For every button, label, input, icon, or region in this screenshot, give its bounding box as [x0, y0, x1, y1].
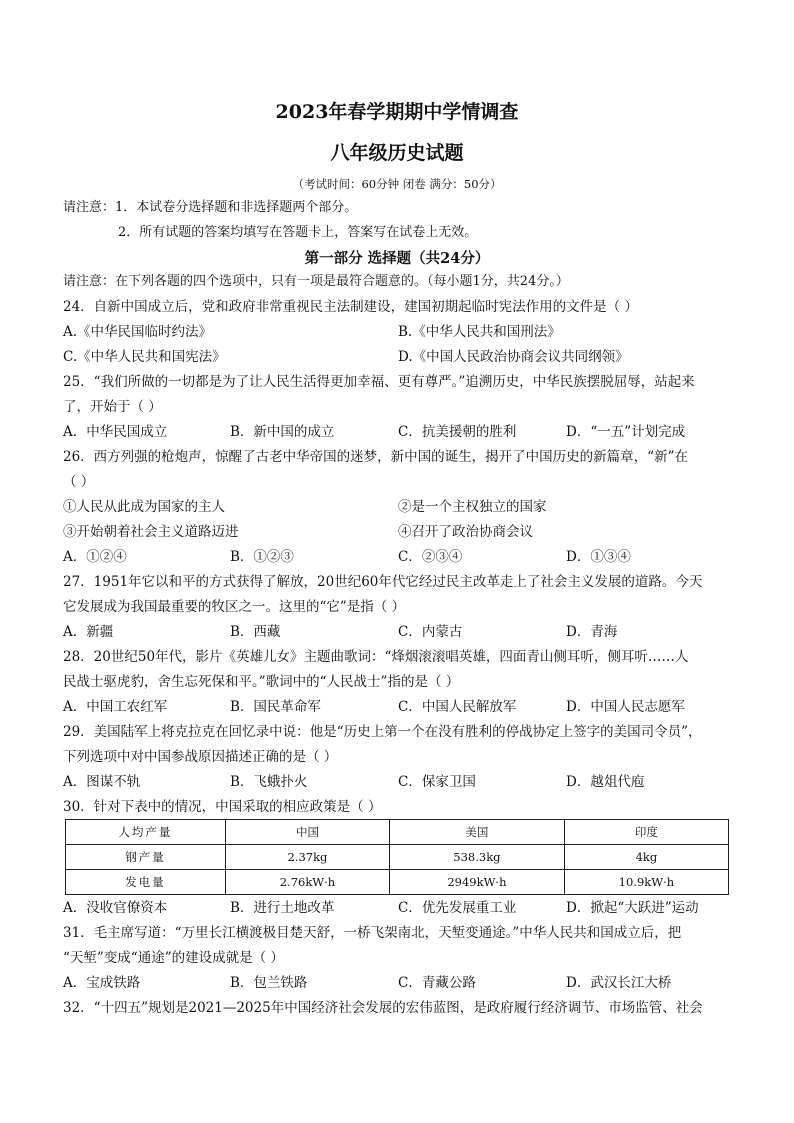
question-29-stem-line-2: 下列选项中对中国参战原因描述正确的是（ ） [63, 749, 338, 765]
table-cell: 2949kW·h [390, 870, 565, 895]
table-cell: 发电量 [66, 870, 226, 895]
question-30-option-d: D．掀起“大跃进”运动 [566, 900, 699, 916]
table-header-cell: 人均产量 [66, 820, 226, 845]
question-31-option-c: C．青藏公路 [398, 975, 476, 991]
question-26-statement-4: ④召开了政治协商会议 [398, 524, 533, 540]
table-row [66, 845, 729, 870]
table-cell: 钢产量 [66, 845, 226, 870]
question-30-option-a: A．没收官僚资本 [63, 900, 168, 916]
question-26-statement-3: ③开始朝着社会主义道路迈进 [63, 524, 239, 540]
question-27-option-d: D．青海 [566, 624, 618, 640]
question-29-stem-line-1: 29．美国陆军上将克拉克在回忆录中说：他是“历史上第一个在没有胜利的停战协定上签字的美国司令员”， [63, 724, 702, 740]
table-header-cell: 美国 [390, 820, 565, 845]
question-25-stem-line-2: 了，开始于（ ） [63, 399, 162, 415]
question-26-stem-line-1: 26．西方列强的枪炮声，惊醒了古老中华帝国的迷梦，新中国的诞生，揭开了中国历史的新篇章，“新”在 [63, 449, 688, 465]
table-cell: 4kg [564, 845, 728, 870]
table-cell: 538.3kg [390, 845, 565, 870]
question-26-statement-1: ①人民从此成为国家的主人 [63, 499, 225, 515]
exam-subtitle: 八年级历史试题 [330, 142, 464, 164]
question-24-option-a: A.《中华民国临时约法》 [63, 324, 213, 340]
question-27-stem-line-2: 它发展成为我国最重要的牧区之一。这里的“它”是指（ ） [63, 599, 406, 615]
question-30-table [65, 819, 729, 895]
question-31-option-b: B．包兰铁路 [230, 975, 308, 991]
question-25-option-a: A．中华民国成立 [63, 424, 168, 440]
question-29-option-c: C．保家卫国 [398, 774, 476, 790]
question-31-option-a: A．宝成铁路 [63, 975, 141, 991]
question-28-stem-line-2: 民战士驱虎豹，舍生忘死保和平。”歌词中的“人民战士”指的是（ ） [63, 674, 460, 690]
question-31-stem-line-2: “天堑”变成“通途”的建设成就是（ ） [63, 950, 284, 966]
question-27-stem-line-1: 27．1951年它以和平的方式获得了解放，20世纪60年代它经过民主改革走上了社会主义发展的道路。今天 [63, 574, 703, 590]
question-31-stem-line-1: 31．毛主席写道：“万里长江横渡极目楚天舒，一桥飞架南北，天堑变通途。”中华人民共和国成立后，把 [63, 925, 682, 941]
question-24-stem: 24．自新中国成立后，党和政府非常重视民主法制建设，建国初期起临时宪法作用的文件是（ ） [63, 299, 638, 315]
question-28-stem-line-1: 28．20世纪50年代，影片《英雄儿女》主题曲歌词：“烽烟滚滚唱英雄，四面青山侧耳听，侧耳听……人 [63, 649, 689, 665]
question-30-option-b: B．进行土地改革 [230, 900, 335, 916]
question-28-option-b: B．国民革命军 [230, 699, 321, 715]
table-header-row [66, 820, 729, 845]
question-25-option-b: B．新中国的成立 [230, 424, 335, 440]
question-25-stem-line-1: 25．“我们所做的一切都是为了让人民生活得更加幸福、更有尊严。”追溯历史，中华民族摆脱屈辱，站起来 [63, 374, 695, 390]
question-32-stem-line-1: 32．“十四五”规划是2021—2025年中国经济社会发展的宏伟蓝图，是政府履行经济调节、市场监管、社会 [63, 1000, 703, 1016]
question-29-option-b: B．飞蛾扑火 [230, 774, 308, 790]
question-31-option-d: D．武汉长江大桥 [566, 975, 672, 991]
question-25-option-d: D．“一五”计划完成 [566, 424, 686, 440]
question-24-option-b: B.《中华人民共和国刑法》 [398, 324, 561, 340]
question-28-option-a: A．中国工农红军 [63, 699, 168, 715]
table-header-cell: 中国 [225, 820, 389, 845]
exam-info: （考试时间：60分钟 闭卷 满分：50分） [292, 177, 502, 191]
notice-line-1: 请注意：1．本试卷分选择题和非选择题两个部分。 [63, 200, 358, 215]
table-header-cell: 印度 [564, 820, 728, 845]
question-28-option-d: D．中国人民志愿军 [566, 699, 685, 715]
question-26-option-c: C．②③④ [398, 549, 463, 565]
notice-line-2: 2．所有试题的答案均填写在答题卡上，答案写在试卷上无效。 [118, 225, 478, 240]
section-title: 第一部分 选择题（共24分） [304, 250, 490, 267]
table-row [66, 870, 729, 895]
question-24-option-c: C.《中华人民共和国宪法》 [63, 349, 226, 365]
question-27-option-a: A．新疆 [63, 624, 114, 640]
question-30-stem: 30．针对下表中的情况，中国采取的相应政策是（ ） [63, 799, 382, 815]
question-26-stem-line-2: （ ） [63, 474, 95, 490]
question-28-option-c: C．中国人民解放军 [398, 699, 517, 715]
table-cell: 2.76kW·h [225, 870, 389, 895]
exam-title: 2023年春学期期中学情调查 [275, 101, 519, 123]
question-27-option-c: C．内蒙古 [398, 624, 463, 640]
question-24-option-d: D.《中国人民政治协商会议共同纲领》 [398, 349, 629, 365]
question-25-option-c: C．抗美援朝的胜利 [398, 424, 517, 440]
question-27-option-b: B．西藏 [230, 624, 281, 640]
table-cell: 10.9kW·h [564, 870, 728, 895]
question-26-statement-2: ②是一个主权独立的国家 [398, 499, 547, 515]
table-cell: 2.37kg [225, 845, 389, 870]
question-26-option-d: D．①③④ [566, 549, 631, 565]
question-29-option-a: A．图谋不轨 [63, 774, 141, 790]
question-29-option-d: D．越俎代庖 [566, 774, 645, 790]
section-note: 请注意：在下列各题的四个选项中，只有一项是最符合题意的。（每小题1分，共24分。） [63, 274, 569, 289]
question-30-option-c: C．优先发展重工业 [398, 900, 517, 916]
question-26-option-a: A．①②④ [63, 549, 127, 565]
question-26-option-b: B．①②③ [230, 549, 294, 565]
